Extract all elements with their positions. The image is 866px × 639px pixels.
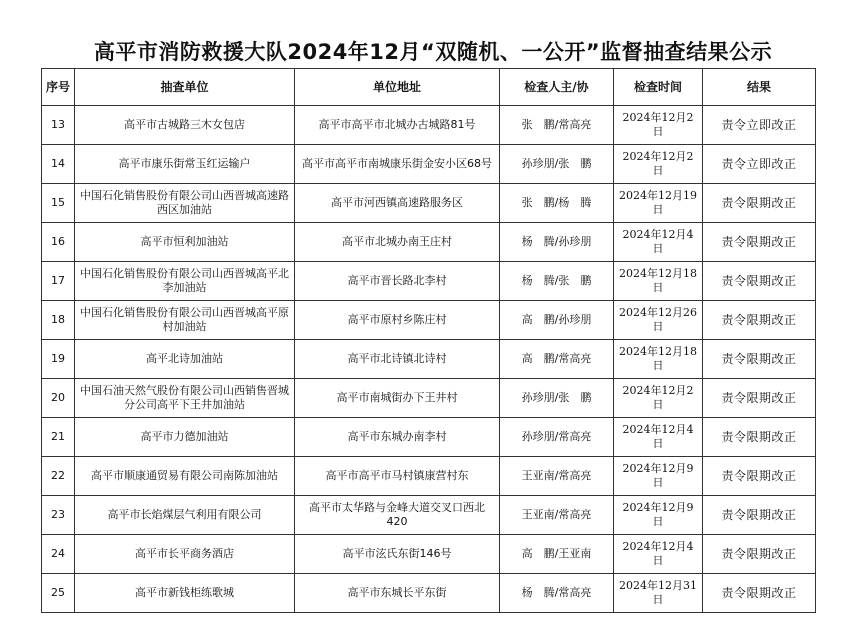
cell-address: 高平市北诗镇北诗村 [295,340,500,379]
cell-result: 责令限期改正 [703,496,816,535]
cell-no: 15 [42,184,75,223]
cell-unit: 中国石化销售股份有限公司山西晋城高平北李加油站 [75,262,295,301]
cell-inspector: 孙珍朋/张 鹏 [500,379,614,418]
cell-no: 19 [42,340,75,379]
header-result: 结果 [703,69,816,106]
cell-address: 高平市河西镇高速路服务区 [295,184,500,223]
cell-no: 14 [42,145,75,184]
cell-time: 2024年12月31日 [614,574,703,613]
table-row [42,535,816,574]
cell-address: 高平市北城办南王庄村 [295,223,500,262]
cell-inspector: 王亚南/常高亮 [500,457,614,496]
cell-time: 2024年12月4日 [614,418,703,457]
cell-address: 高平市东城办南李村 [295,418,500,457]
table-row [42,379,816,418]
cell-address: 高平市晋长路北李村 [295,262,500,301]
cell-no: 17 [42,262,75,301]
cell-unit: 高平市长平商务酒店 [75,535,295,574]
cell-unit: 高平市力德加油站 [75,418,295,457]
table-row [42,223,816,262]
cell-unit: 高平市顺康通贸易有限公司南陈加油站 [75,457,295,496]
cell-time: 2024年12月2日 [614,145,703,184]
cell-address: 高平市太华路与金峰大道交叉口西北420 [295,496,500,535]
cell-unit: 中国石化销售股份有限公司山西晋城高速路西区加油站 [75,184,295,223]
cell-address: 高平市东城长平东街 [295,574,500,613]
cell-result: 责令限期改正 [703,184,816,223]
cell-result: 责令限期改正 [703,379,816,418]
cell-inspector: 杨 腾/常高亮 [500,574,614,613]
cell-no: 20 [42,379,75,418]
cell-result: 责令立即改正 [703,106,816,145]
cell-time: 2024年12月9日 [614,496,703,535]
cell-no: 22 [42,457,75,496]
cell-result: 责令立即改正 [703,145,816,184]
table-header-row [42,69,816,106]
cell-unit: 高平北诗加油站 [75,340,295,379]
cell-inspector: 高 鹏/孙珍朋 [500,301,614,340]
table-row [42,496,816,535]
cell-inspector: 高 鹏/常高亮 [500,340,614,379]
header-no: 序号 [42,69,75,106]
cell-unit: 中国石油天然气股份有限公司山西销售晋城分公司高平下王井加油站 [75,379,295,418]
cell-no: 23 [42,496,75,535]
table-row [42,457,816,496]
table-row [42,301,816,340]
cell-no: 16 [42,223,75,262]
header-time: 检查时间 [614,69,703,106]
cell-no: 21 [42,418,75,457]
cell-result: 责令限期改正 [703,340,816,379]
cell-unit: 高平市长焰煤层气利用有限公司 [75,496,295,535]
inspection-results-table [41,68,816,613]
cell-address: 高平市高平市南城康乐街金安小区68号 [295,145,500,184]
cell-result: 责令限期改正 [703,301,816,340]
cell-address: 高平市高平市北城办古城路81号 [295,106,500,145]
cell-address: 高平市原村乡陈庄村 [295,301,500,340]
header-unit: 抽查单位 [75,69,295,106]
cell-address: 高平市泫氏东街146号 [295,535,500,574]
cell-result: 责令限期改正 [703,418,816,457]
cell-inspector: 杨 腾/张 鹏 [500,262,614,301]
table-row [42,262,816,301]
cell-no: 25 [42,574,75,613]
cell-inspector: 孙珍朋/常高亮 [500,418,614,457]
cell-time: 2024年12月19日 [614,184,703,223]
page-title: 高平市消防救援大队2024年12月“双随机、一公开”监督抽查结果公示 [93,40,773,64]
cell-no: 18 [42,301,75,340]
cell-unit: 高平市恒利加油站 [75,223,295,262]
cell-inspector: 张 鹏/常高亮 [500,106,614,145]
cell-result: 责令限期改正 [703,457,816,496]
cell-result: 责令限期改正 [703,223,816,262]
header-address: 单位地址 [295,69,500,106]
cell-no: 24 [42,535,75,574]
cell-time: 2024年12月2日 [614,379,703,418]
cell-time: 2024年12月4日 [614,535,703,574]
cell-inspector: 杨 腾/孙珍朋 [500,223,614,262]
table-row [42,574,816,613]
cell-time: 2024年12月4日 [614,223,703,262]
cell-unit: 中国石化销售股份有限公司山西晋城高平原村加油站 [75,301,295,340]
cell-inspector: 张 鹏/杨 腾 [500,184,614,223]
table-row [42,106,816,145]
cell-time: 2024年12月18日 [614,262,703,301]
cell-result: 责令限期改正 [703,574,816,613]
cell-unit: 高平市古城路三木女包店 [75,106,295,145]
cell-time: 2024年12月9日 [614,457,703,496]
cell-address: 高平市南城街办下王井村 [295,379,500,418]
table-row [42,340,816,379]
cell-time: 2024年12月18日 [614,340,703,379]
cell-inspector: 高 鹏/王亚南 [500,535,614,574]
table-row [42,418,816,457]
cell-result: 责令限期改正 [703,535,816,574]
cell-address: 高平市高平市马村镇康营村东 [295,457,500,496]
cell-unit: 高平市康乐街常玉红运输户 [75,145,295,184]
cell-inspector: 王亚南/常高亮 [500,496,614,535]
cell-result: 责令限期改正 [703,262,816,301]
table-row [42,184,816,223]
cell-time: 2024年12月26日 [614,301,703,340]
cell-unit: 高平市新钱柜练歌城 [75,574,295,613]
cell-inspector: 孙珍朋/张 鹏 [500,145,614,184]
cell-no: 13 [42,106,75,145]
cell-time: 2024年12月2日 [614,106,703,145]
table-row [42,145,816,184]
header-inspector: 检查人主/协 [500,69,614,106]
